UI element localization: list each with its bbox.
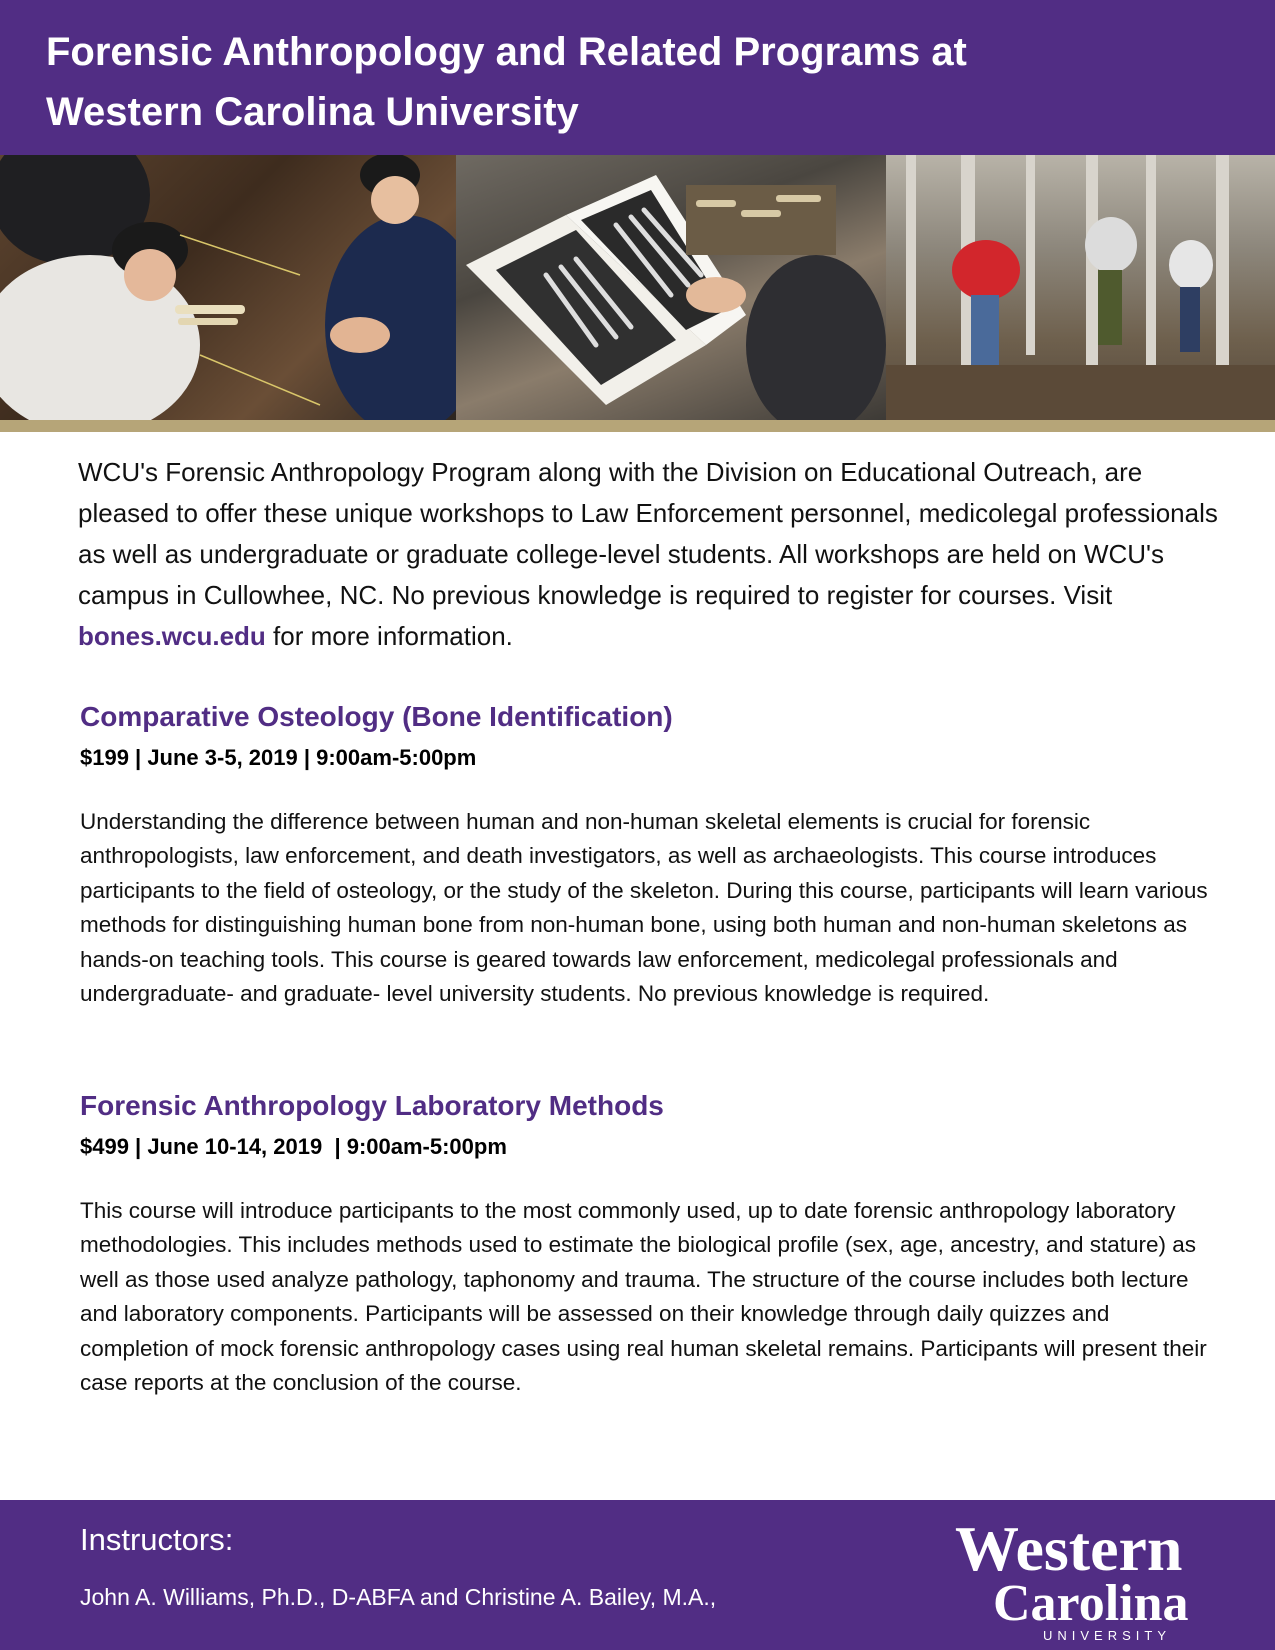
course-meta: $499 | June 10-14, 2019 | 9:00am-5:00pm (80, 1134, 507, 1159)
course-comparative-osteology (80, 697, 1220, 1011)
gold-divider (0, 420, 1275, 432)
page-title-line2: Western Carolina University (46, 90, 579, 134)
intro-text-end: for more information. (265, 621, 513, 651)
intro-text: WCU's Forensic Anthropology Program along with the Division on Educational Outreach, are pleased to offer these unique workshops to Law Enforcement personnel, medicolegal professionals as well as undergraduate or graduate college-level students. All workshops are held on WCU's campus in Cullowhee, NC. No previous knowledge is required to register for courses. Visit (78, 457, 1218, 610)
course-title: Comparative Osteology (Bone Identification) (80, 701, 673, 732)
footer-banner (0, 1500, 1275, 1650)
course-title: Forensic Anthropology Laboratory Methods (80, 1090, 664, 1121)
photo-strip (0, 155, 1275, 420)
photo-forest-search (886, 155, 1275, 420)
instructors-names: John A. Williams, Ph.D., D-ABFA and Christine A. Bailey, M.A., (80, 1584, 717, 1610)
wcu-logo (955, 1512, 1235, 1642)
course-description: This course will introduce participants to the most commonly used, up to date forensic anthropology laboratory methodologies. This includes methods used to estimate the biological profile (sex, age, ancestry, and stature) as well as those used analyze pathology, taphonomy and trauma. The structure of the course includes both lecture and laboratory components. Participants will be assessed on their knowledge through daily quizzes and completion of mock forensic anthropology cases using real human skeletal remains. Participants will present their case reports at the conclusion of the course. (80, 1198, 1207, 1396)
photo-excavation (0, 155, 456, 420)
logo-line3: UNIVERSITY (1043, 1628, 1172, 1642)
header-banner (0, 0, 1275, 155)
course-meta: $199 | June 3-5, 2019 | 9:00am-5:00pm (80, 745, 477, 770)
course-description: Understanding the difference between human and non-human skeletal elements is crucial for forensic anthropologists, law enforcement, and death investigators, as well as archaeologists. This course introduces participants to the field of osteology, or the study of the skeleton. During this course, participants will learn various methods for distinguishing human bone from non-human bone, using both human and non-human skeletons as hands-on teaching tools. This course is geared towards law enforcement, medicolegal professionals and undergraduate- and graduate- level university students. No previous knowledge is required. (80, 809, 1208, 1007)
photo-anatomy-book (456, 155, 886, 420)
logo-line1: Western (955, 1513, 1183, 1584)
intro-paragraph (78, 452, 1228, 657)
logo-line2: Carolina (993, 1575, 1189, 1632)
instructors-heading: Instructors: (80, 1522, 234, 1557)
page-title (46, 22, 1229, 142)
page-title-line1: Forensic Anthropology and Related Programs at (46, 30, 967, 74)
course-lab-methods (80, 1086, 1220, 1400)
website-link[interactable]: bones.wcu.edu (78, 621, 266, 651)
